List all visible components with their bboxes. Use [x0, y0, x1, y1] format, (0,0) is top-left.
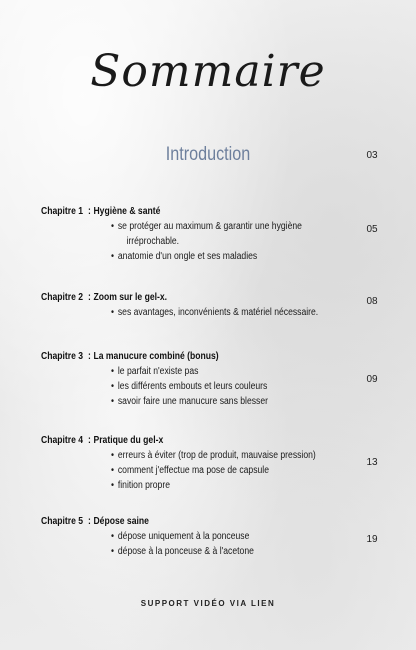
list-item: • anatomie d'un ongle et ses maladies [111, 251, 258, 262]
chapter-heading: Chapitre 2 : Zoom sur le gel-x. [41, 292, 168, 303]
list-item: • erreurs à éviter (trop de produit, mauvaise pression) [111, 450, 316, 461]
bullet-icon: • [111, 307, 115, 318]
bullet-icon: • [111, 221, 115, 232]
chapter-1-page-number: 05 [366, 224, 378, 235]
list-item: • dépose uniquement à la ponceuse [111, 531, 250, 542]
chapter-2-page-number: 08 [366, 296, 378, 307]
chapter-items [111, 305, 361, 320]
bullet-icon: • [111, 531, 115, 542]
chapter-items [111, 448, 361, 493]
introduction-page-number: 03 [366, 150, 378, 161]
list-item: • se protéger au maximum & garantir une hygiène [111, 221, 302, 232]
introduction-heading: Introduction [165, 144, 251, 165]
chapter-name: Dépose saine [93, 516, 149, 527]
chapter-number: Chapitre 3 [41, 351, 84, 362]
list-item-continuation: irréprochable. [126, 236, 180, 247]
chapter-3 [41, 351, 361, 409]
chapter-items [111, 529, 361, 559]
bullet-icon: • [111, 366, 115, 377]
list-item: • le parfait n'existe pas [111, 366, 199, 377]
chapter-number: Chapitre 1 [41, 206, 84, 217]
chapter-name: Hygiène & santé [93, 206, 161, 217]
list-item: • ses avantages, inconvénients & matériel nécessaire. [111, 307, 319, 318]
chapter-number: Chapitre 5 [41, 516, 84, 527]
list-item: • les différents embouts et leurs couleurs [111, 381, 268, 392]
list-item: • comment j'effectue ma pose de capsule [111, 465, 269, 476]
list-item: • dépose à la ponceuse & à l'acetone [111, 546, 254, 557]
chapter-heading: Chapitre 3 : La manucure combiné (bonus) [41, 351, 219, 362]
chapter-4 [41, 435, 361, 493]
bullet-icon: • [111, 251, 115, 262]
page-title: Sommaire [90, 46, 326, 97]
chapter-items [111, 219, 361, 264]
chapter-name: Zoom sur le gel-x. [93, 292, 168, 303]
list-item: • finition propre [111, 480, 170, 491]
bullet-icon: • [111, 480, 115, 491]
chapter-name: La manucure combiné (bonus) [93, 351, 219, 362]
chapter-5 [41, 516, 361, 559]
chapter-heading: Chapitre 1 : Hygiène & santé [41, 206, 161, 217]
chapter-name: Pratique du gel-x [93, 435, 164, 446]
bullet-icon: • [111, 381, 115, 392]
list-item: • savoir faire une manucure sans blesser [111, 396, 268, 407]
chapter-5-page-number: 19 [366, 534, 378, 545]
chapter-2 [41, 292, 361, 320]
chapter-1 [41, 206, 361, 264]
chapter-4-page-number: 13 [366, 457, 378, 468]
bullet-icon: • [111, 396, 115, 407]
chapter-heading: Chapitre 4 : Pratique du gel-x [41, 435, 164, 446]
bullet-icon: • [111, 546, 115, 557]
bullet-icon: • [111, 465, 115, 476]
chapter-3-page-number: 09 [366, 374, 378, 385]
chapter-number: Chapitre 4 [41, 435, 84, 446]
chapter-number: Chapitre 2 [41, 292, 84, 303]
video-support-note: SUPPORT VIDÉO VIA LIEN [140, 599, 276, 608]
chapter-items [111, 364, 361, 409]
chapter-heading: Chapitre 5 : Dépose saine [41, 516, 149, 527]
bullet-icon: • [111, 450, 115, 461]
